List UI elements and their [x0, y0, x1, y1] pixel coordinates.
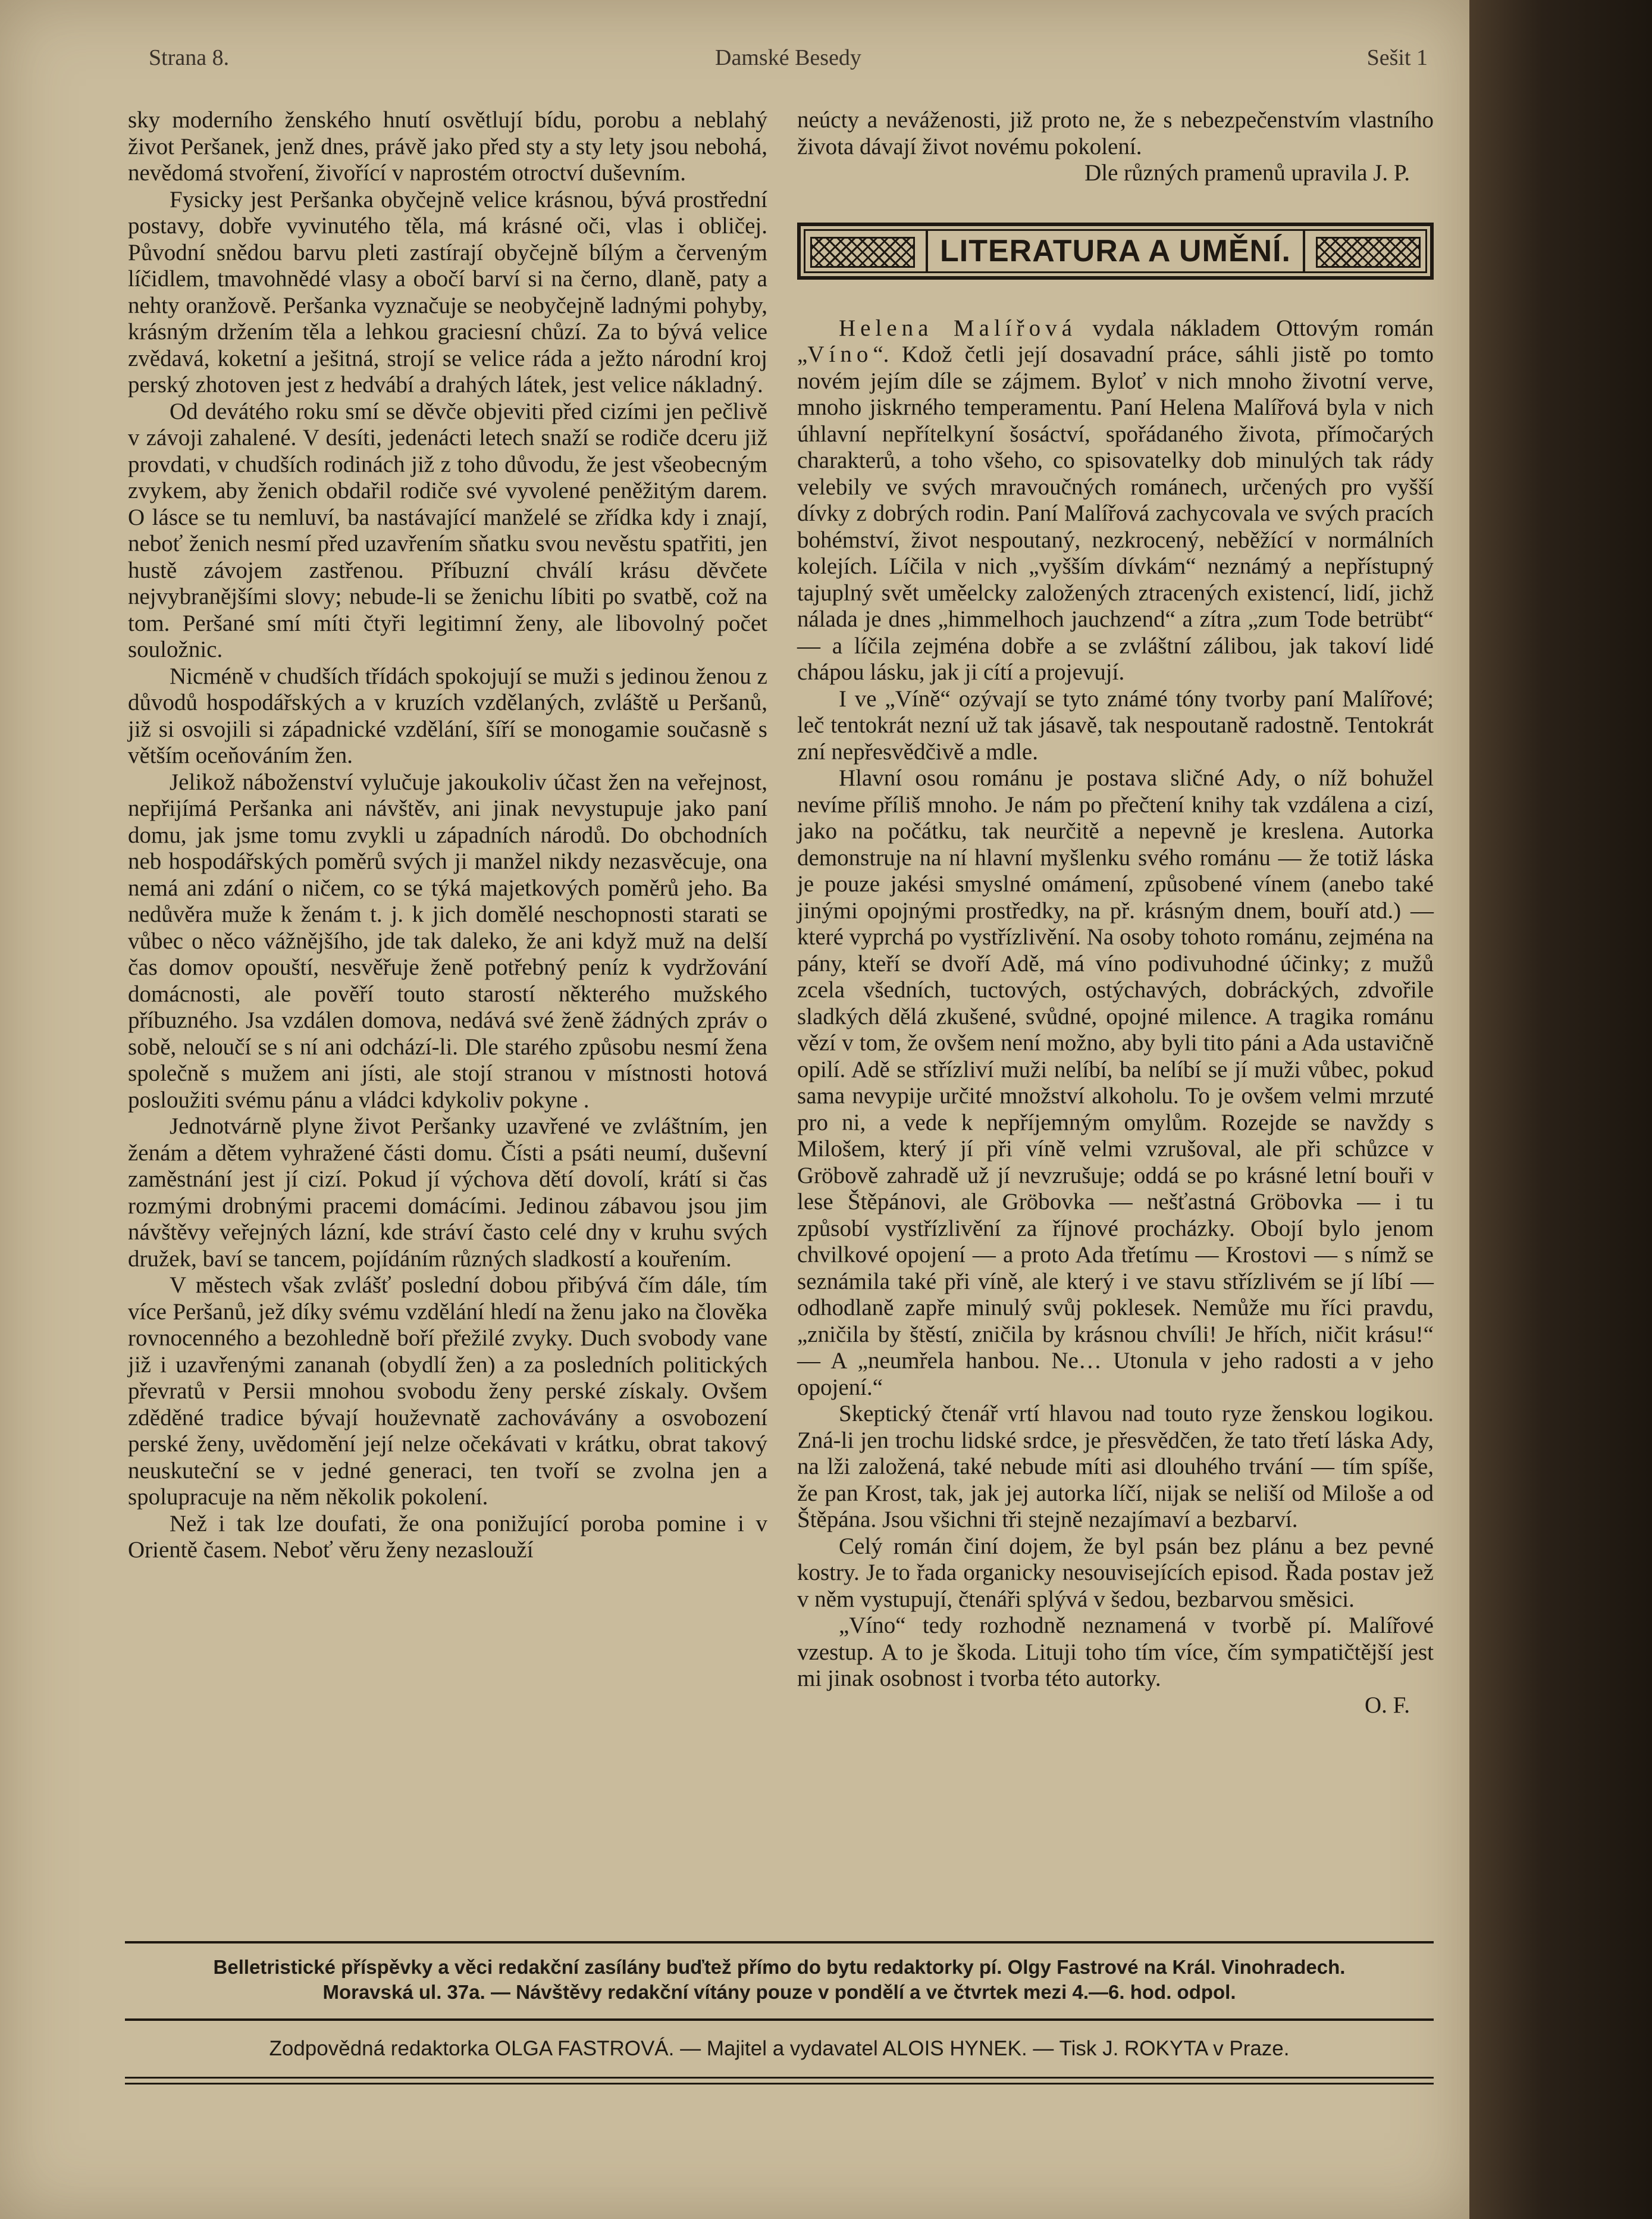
divider — [125, 2077, 1434, 2079]
paragraph: Celý román činí dojem, že byl psán bez plánu a bez pevné kostry. Je to řada organicky nesouvisejících episod. Řada postav jež v něm vystupují, čtenáři splývá v šedou, bezbarvou směsici. — [797, 1533, 1434, 1612]
paragraph: neúcty a neváženosti, již proto ne, že s nebezpečenstvím vlastního života dávají život novému pokolení. — [797, 107, 1434, 159]
divider — [125, 2083, 1434, 2085]
paragraph: V městech však zvlášť poslední dobou přibývá čím dále, tím více Peršanů, jež díky svému vzdělání hledí na ženu jako na člověka rovnocenného a bezohledně boří přežilé zvyky. Duch svobody vane již i uzavřenými zananah (obydlí žen) a za posledních politických převratů v Persii mnohou svobodu ženy perské získaly. Ovšem zděděné tradice bývají houževnatě zachovávány a osvobození perské ženy, uvědomění její nelze očekávati v krátku, obrat takový neuskuteční se v jedné generaci, ten tvoří se zvolna jen a spolupracuje na něm několik pokolení. — [128, 1272, 767, 1510]
paragraph: Helena Malířová vydala nákladem Ottovým román „Víno“. Kdož četli její dosavadní práce, sáhli jistě po tomto novém jejím díle se zájmem. Byloť v nich mnoho životní verve, mnoho jiskrného temperamentu. Paní Helena Malířová byla v nich úhlavní nepřítelkyní šosáctví, spořádaného života, přímočarých charakterů, a toho všeho, co spisovatelky dob minulých tak rády velebily ve svých mravoučných románech, určených pro vyšší dívky z dobrých rodin. Paní Malířová zachycovala ve svých pracích bohémství, život nespoutaný, nezkrocený, neběžící v normálních kolejích. Líčila v nich „vyšším dívkám“ neznámý a nepřístupný tajuplný svět uměelcky založených ztracených existencí, lidí, jichž nálada je dnes „himmelhoch jauchzend“ a zítra „zum Tode betrübt“ — a líčila zejména dobře a se zvláštní zálibou, jak takoví lidé chápou lásku, jak ji cítí a projevují. — [797, 315, 1434, 685]
paragraph: Jednotvárně plyne život Peršanky uzavřené ve zvláštním, jen ženám a dětem vyhražené části domu. Čísti a psáti neumí, duševní zaměstnání jest jí cizí. Pokud jí výchova dětí dovolí, krátí si čas rozmými drobnými pracemi domácími. Jedinou zábavou jsou jim návštěvy veřejných lázní, kde stráví často celé dny v kruhu svých družek, baví se tancem, pojídáním různých sladkostí a kouřením. — [128, 1113, 767, 1272]
paragraph: Nicméně v chudších třídách spokojují se muži s jedinou ženou z důvodů hospodářských a v kruzích vzdělaných, zvláště u Peršanů, již si osvojili si západnické vzdělání, šíří se monogamie současně s větším oceňováním žen. — [128, 663, 767, 768]
magazine-title: Damské Besedy — [715, 45, 861, 70]
issue-number: Sešit 1 — [1366, 45, 1428, 70]
binding-edge — [1469, 0, 1652, 2219]
article-signature: Dle různých pramenů upravila J. P. — [1084, 160, 1410, 186]
section-title: LITERATURA A UMĚNÍ. — [926, 231, 1305, 271]
divider — [125, 2018, 1434, 2021]
paragraph: Jelikož náboženství vylučuje jakoukoliv účast žen na veřejnost, nepřijímá Peršanka ani návštěv, ani jinak nevystupuje jako paní domu, jak jsme tomu zvykli u západních národů. Do obchodních neb hospodářských poměrů svých ji manžel nikdy nezasvěcuje, ona nemá ani zdání o ničem, co se týká majetkových poměrů jeho. Ba nedůvěra muže k ženám t. j. k jich domělé neschopnosti starati se vůbec o něco vážnějšího, jde tak daleko, že ani když muž na delší čas domov opouští, nesvěřuje ženě potřebný peníz k vydržování domácnosti, ale pověří touto starostí některého mužského příbuzného. Jsa vzdálen domova, nedává své ženě žádných zpráv o sobě, neloučí se s ní ani odchází-li. Dle starého způsobu nesmí žena společně s mužem ani jísti, ale stojí stranou v místnosti hotová posloužiti svému pánu a vládci kdykoliv pokyne . — [128, 769, 767, 1113]
paragraph: Než i tak lze doufati, že ona ponižující poroba pomine i v Orientě časem. Neboť věru ženy nezaslouží — [128, 1510, 767, 1563]
review-signature: O. F. — [1365, 1692, 1410, 1718]
imprint: Zodpovědná redaktorka OLGA FASTROVÁ. — Majitel a vydavatel ALOIS HYNEK. — Tisk J. ROKYTA v Praze. — [269, 2037, 1290, 2060]
right-column — [797, 107, 1434, 1719]
ornament-icon — [1316, 237, 1421, 268]
running-head — [149, 45, 1428, 80]
page-number: Strana 8. — [149, 45, 230, 70]
paragraph: I ve „Víně“ ozývají se tyto známé tóny tvorby paní Malířové; leč tentokrát nezní už tak jásavě, tak nespoutaně radostně. Tentokrát zní nepřesvědčivě a mdle. — [797, 686, 1434, 765]
ornament-icon — [810, 237, 915, 268]
book-title: Víno — [807, 342, 873, 367]
section-header — [797, 223, 1434, 280]
paragraph: Od devátého roku smí se děvče objeviti před cizími jen pečlivě v závoji zahalené. V desíti, jedenácti letech snaží se rodiče dceru již provdati, v chudších rodinách již z toho důvodu, že jest všeobecným zvykem, aby ženich obdařil rodiče své vyvolené peněžitým darem. O lásce se tu nemluví, ba nastávající manželé se zřídka kdy i znají, neboť ženich nesmí před uzavřením sňatku svou nevěstu spatřiti, jen hustě závojem zastřenou. Příbuzní chválí krásu děvčete nejvybranějšími slovy; nebude-li se ženichu líbiti po svatbě, což na tom. Peršané smí míti čtyři legitimní ženy, ale libovolný počet souložnic. — [128, 398, 767, 662]
paragraph: Fysicky jest Peršanka obyčejně velice krásnou, bývá prostřední postavy, dobře vyvinutého těla, má krásné oči, vlas i obličej. Původní snědou barvu pleti zastírají obyčejně bílým a červeným líčidlem, tmavohnědé vlasy a obočí barví si na černo, dlaně, paty a nehty oranžově. Peršanka vyznačuje se neobyčejně ladnými pohyby, krásným držením těla a lehkou graciesní chůzí. Za to bývá velice zvědavá, koketní a ješitná, strojí se velice ráda a ježto národní kroj perský zhotoven jest z hedvábí a drahých látek, jest velice nákladný. — [128, 186, 767, 398]
editorial-note — [125, 1955, 1434, 2005]
paragraph: Hlavní osou románu je postava sličné Ady, o níž bohužel nevíme příliš mnoho. Je nám po přečtení knihy tak vzdálena a cizí, jako na počátku, tak neurčitě a nepevně je kreslena. Autorka demonstruje na ní hlavní myšlenku svého románu — že totiž láska je pouze jakési smyslné omámení, způsobené vínem (anebo také jinými opojnými prostředky, na př. krásným dnem, bouří atd.) — které vyprchá po vystřízlivění. Na osoby tohoto románu, zejména na pány, kteří se dvoří Adě, má víno podivuhodné účinky; z mužů zcela všedních, tuctových, ostýchavých, dobráckých, zdvořile sladkých dělá zkušené, svůdné, opojné milence. A tragika románu vězí v tom, že ovšem není možno, aby byli tito páni a Ada ustavičně opilí. Adě se střízliví muži nelíbí, ba nelíbí se jí muži vůbec, pokud sama nevypije určité množství alkoholu. To je ovšem velmi mrzuté pro ni, a vede k nepříjemným omylům. Rozejde se navždy s Milošem, který jí při víně velmi vzrušoval, ale při schůzce v Gröbově zahradě už jí nevzrušuje; oddá se po krásné letní bouři v lese Štěpánovi, ale Gröbovka — nešťastná Gröbovka — i tu způsobí vystřízlivění za říjnové procházky. Obojí bylo jenom chvilkové opojení — a proto Ada třetímu — Krostovi — s nímž se seznámila také při víně, ale který i ve stavu střízlivém se jí líbí — odhodlaně zapře minulý svůj poklesek. Nemůže mu říci pravdu, „zničila by štěstí, zničila by krásnou chvíli! Je hřích, ničit krásu!“ — A „neumřela hanbou. Ne… Utonula v jeho radosti a v jeho opojení.“ — [797, 765, 1434, 1400]
editorial-note-line: Moravská ul. 37a. — Návštěvy redakční vítány pouze v pondělí a ve čtvrtek mezi 4.—6. hod. odpol. — [322, 1981, 1236, 2003]
paragraph: Skeptický čtenář vrtí hlavou nad touto ryze ženskou logikou. Zná-li jen trochu lidské srdce, je přesvědčen, že tato třetí láska Ady, na lži založená, také nebude míti asi dlouhého trvání — tím spíše, že pan Krost, tak, jak jej autorka líčí, nijak se neliší od Miloše a od Štěpána. Jsou všichni tři stejně nezajímaví a bezbarví. — [797, 1401, 1434, 1532]
paragraph: „Víno“ tedy rozhodně neznamená v tvorbě pí. Malířové vzestup. A to je škoda. Lituji toho tím více, čím sympatičtější jest mi jinak osobnost i tvorba této autorky. — [797, 1613, 1434, 1691]
divider — [125, 1941, 1434, 1943]
left-column — [128, 107, 767, 1564]
editorial-note-line: Belletristické příspěvky a věci redakční zasílány buďtež přímo do bytu redaktorky pí. Olgy Fastrové na Král. Vinohradech. — [213, 1956, 1346, 1978]
paragraph: sky moderního ženského hnutí osvětlují bídu, porobu a neblahý život Peršanek, jenž dnes, právě jako před sty a sty lety jsou nebohá, nevědomá stvoření, živořící v naprostém otroctví duševním. — [128, 107, 767, 186]
author-name: Helena Malířová — [839, 315, 1077, 341]
